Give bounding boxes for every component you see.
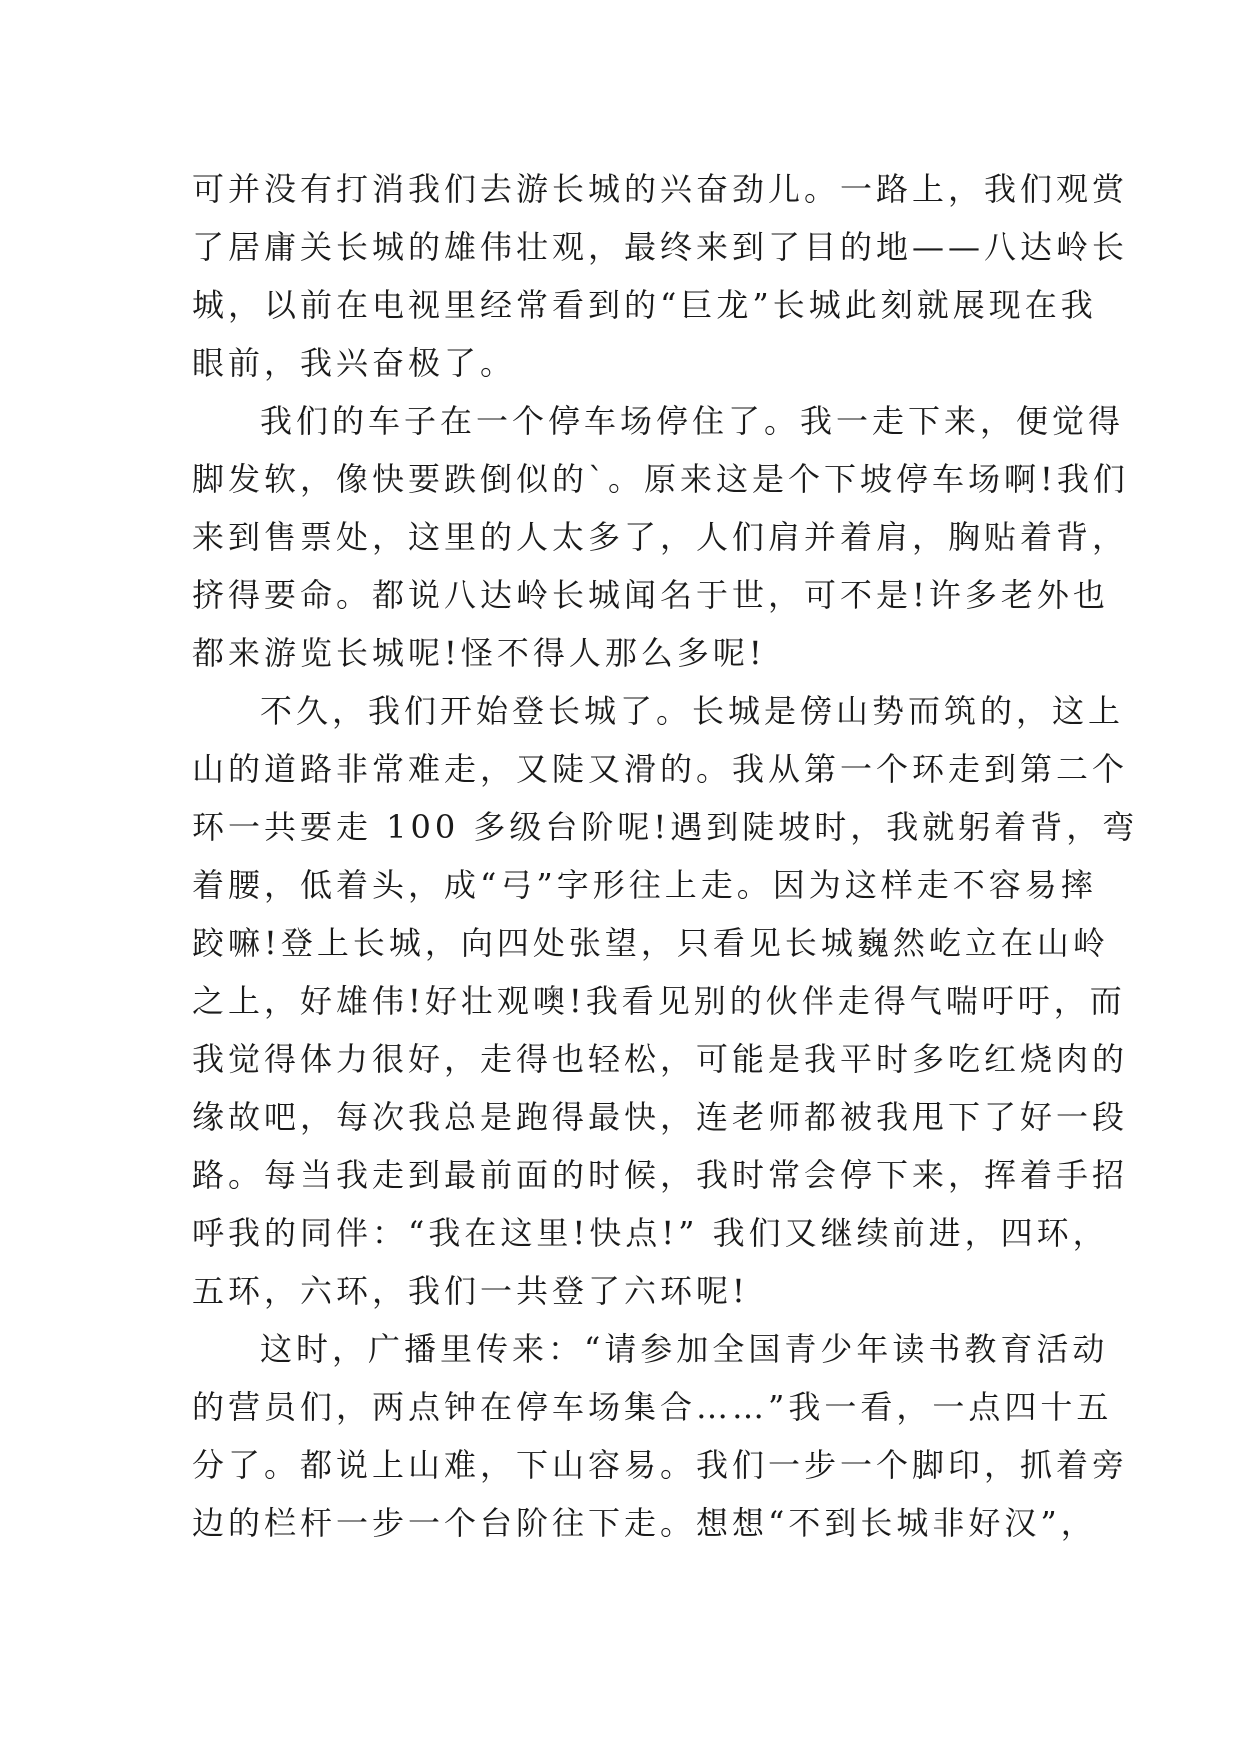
text-line: 可并没有打消我们去游长城的兴奋劲儿。一路上，我们观赏 — [192, 170, 1129, 208]
text-line: 了居庸关长城的雄伟壮观，最终来到了目的地——八达岭长 — [192, 228, 1129, 266]
text-line: 的营员们，两点钟在停车场集合……”我一看，一点四十五 — [192, 1388, 1113, 1426]
text-line: 山的道路非常难走，又陡又滑的。我从第一个环走到第二个 — [192, 750, 1129, 788]
text-line: 来到售票处，这里的人太多了，人们肩并着肩，胸贴着背， — [192, 518, 1129, 556]
text-line: 着腰，低着头，成“弓”字形往上走。因为这样走不容易摔 — [192, 866, 1097, 904]
document-body — [192, 160, 1139, 1552]
paragraph-4 — [192, 1320, 1129, 1552]
text-line: 我们的车子在一个停车场停住了。我一走下来，便觉得 — [260, 402, 1125, 440]
text-line: 呼我的同伴：“我在这里!快点!” 我们又继续前进，四环， — [192, 1214, 1109, 1252]
text-line: 不久，我们开始登长城了。长城是傍山势而筑的，这上 — [260, 692, 1125, 730]
text-line: 都来游览长城呢!怪不得人那么多呢! — [192, 634, 766, 672]
text-line: 环一共要走 100 多级台阶呢!遇到陡坡时，我就躬着背，弯 — [192, 808, 1139, 846]
text-line: 跤嘛!登上长城，向四处张望，只看见长城巍然屹立在山岭 — [192, 924, 1109, 962]
text-line: 五环，六环，我们一共登了六环呢! — [192, 1272, 749, 1310]
text-line: 挤得要命。都说八达岭长城闻名于世，可不是!许多老外也 — [192, 576, 1109, 614]
text-line: 脚发软，像快要跌倒似的`。原来这是个下坡停车场啊!我们 — [192, 460, 1129, 498]
text-line: 分了。都说上山难，下山容易。我们一步一个脚印，抓着旁 — [192, 1446, 1129, 1484]
text-line: 眼前，我兴奋极了。 — [192, 344, 517, 382]
text-line: 之上，好雄伟!好壮观噢!我看见别的伙伴走得气喘吁吁，而 — [192, 982, 1126, 1020]
text-line: 路。每当我走到最前面的时候，我时常会停下来，挥着手招 — [192, 1156, 1129, 1194]
paragraph-3 — [192, 682, 1139, 1320]
text-line: 城，以前在电视里经常看到的“巨龙”长城此刻就展现在我 — [192, 286, 1097, 324]
text-line: 这时，广播里传来：“请参加全国青少年读书教育活动 — [260, 1330, 1109, 1368]
text-line: 边的栏杆一步一个台阶往下走。想想“不到长城非好汉”， — [192, 1504, 1097, 1542]
text-line: 我觉得体力很好，走得也轻松，可能是我平时多吃红烧肉的 — [192, 1040, 1129, 1078]
paragraph-2 — [192, 392, 1129, 682]
text-line: 缘故吧，每次我总是跑得最快，连老师都被我甩下了好一段 — [192, 1098, 1129, 1136]
paragraph-1 — [192, 160, 1129, 392]
